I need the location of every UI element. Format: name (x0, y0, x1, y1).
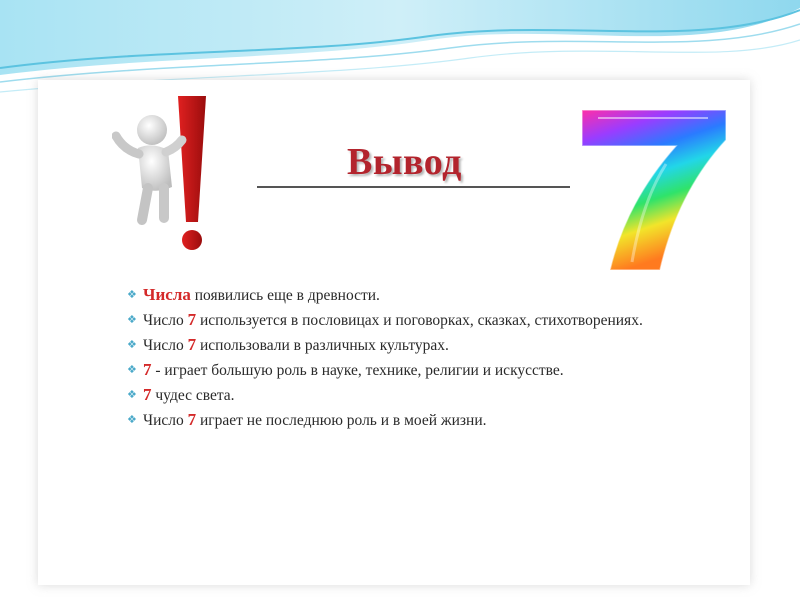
list-item (127, 410, 647, 430)
bullet-highlight: 7 (187, 335, 197, 354)
list-item (127, 385, 647, 405)
bullet-highlight: 7 (143, 385, 152, 404)
bullet-highlight: 7 (187, 310, 197, 329)
person-with-exclamation-icon (112, 92, 232, 252)
bullet-pre-text: Число (143, 312, 188, 329)
bullet-highlight: 7 (143, 360, 152, 379)
bullet-post-text: используется в пословицах и поговорках, сказках, стихотворениях. (196, 312, 643, 329)
bullet-post-text: чудес света. (151, 387, 235, 404)
list-item (127, 360, 647, 380)
conclusion-list (127, 285, 647, 435)
slide-title: Вывод (347, 141, 462, 183)
bullet-highlight: Числа (143, 285, 191, 304)
diamond-bullet-icon: ❖ (127, 338, 137, 351)
bullet-post-text: появились еще в древности. (190, 287, 380, 304)
diamond-bullet-icon: ❖ (127, 363, 137, 376)
list-item (127, 310, 647, 330)
diamond-bullet-icon: ❖ (127, 313, 137, 326)
diamond-bullet-icon: ❖ (127, 388, 137, 401)
bullet-post-text: использовали в различных культурах. (196, 337, 449, 354)
list-item (127, 285, 647, 305)
title-underline (257, 186, 570, 188)
diamond-bullet-icon: ❖ (127, 413, 137, 426)
bullet-pre-text: Число (143, 337, 188, 354)
bullet-highlight: 7 (187, 410, 197, 429)
rainbow-number-seven-icon (568, 92, 738, 277)
list-item (127, 335, 647, 355)
diamond-bullet-icon: ❖ (127, 288, 137, 301)
bullet-post-text: - играет большую роль в науке, технике, религии и искусстве. (151, 362, 564, 379)
bullet-post-text: играет не последнюю роль и в моей жизни. (196, 412, 487, 429)
bullet-pre-text: Число (143, 412, 188, 429)
